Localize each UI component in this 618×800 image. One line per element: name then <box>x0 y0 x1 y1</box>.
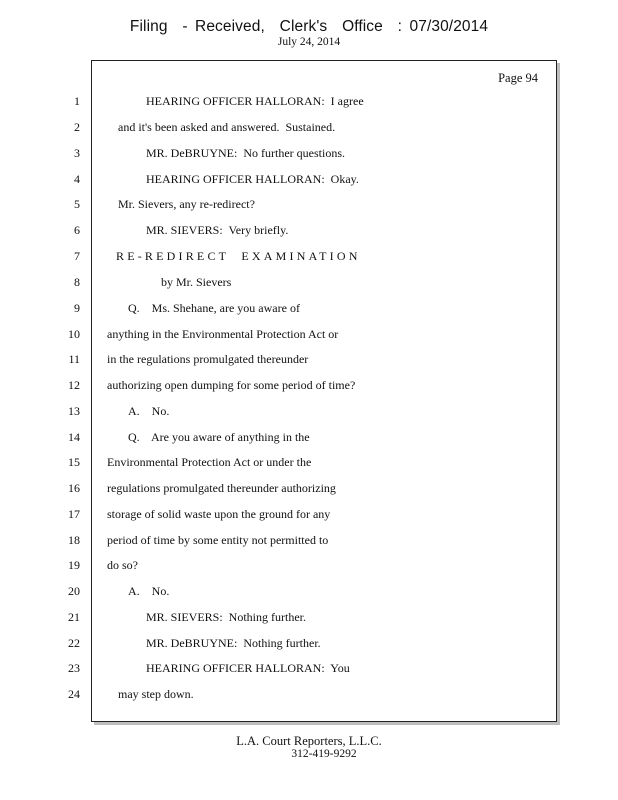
transcript-line: HEARING OFFICER HALLORAN: You <box>146 661 350 675</box>
transcript-line: A. No. <box>128 404 170 418</box>
line-number: 1 <box>74 94 80 108</box>
transcript-line: do so? <box>107 558 138 572</box>
line-number: 12 <box>68 378 80 392</box>
transcript-line: Q. Ms. Shehane, are you aware of <box>128 301 300 315</box>
transcript-line: HEARING OFFICER HALLORAN: Okay. <box>146 172 359 186</box>
transcript-line: Environmental Protection Act or under the <box>107 455 312 469</box>
page-number: Page 94 <box>498 71 538 85</box>
line-number: 6 <box>74 223 80 237</box>
transcript-line: MR. DeBRUYNE: Nothing further. <box>146 636 321 650</box>
line-number: 23 <box>68 661 80 675</box>
filing-stamp: Filing - Received, Clerk's Office : 07/30/2014 <box>129 18 489 35</box>
transcript-line: period of time by some entity not permitted to <box>107 533 329 547</box>
line-number: 4 <box>74 172 80 186</box>
section-heading: RE-REDIRECT EXAMINATION <box>116 249 361 263</box>
transcript-line: authorizing open dumping for some period of time? <box>107 378 356 392</box>
transcript-line: may step down. <box>118 687 194 701</box>
line-number: 16 <box>68 481 80 495</box>
line-number: 7 <box>74 249 80 263</box>
transcript-line: Mr. Sievers, any re-redirect? <box>118 197 255 211</box>
line-number: 22 <box>68 636 80 650</box>
transcript-line: MR. DeBRUYNE: No further questions. <box>146 146 345 160</box>
transcript-line: regulations promulgated thereunder authorizing <box>107 481 336 495</box>
transcript-line: A. No. <box>128 584 170 598</box>
line-number: 18 <box>68 533 80 547</box>
transcript-line: storage of solid waste upon the ground for any <box>107 507 331 521</box>
transcript-line: by Mr. Sievers <box>161 275 232 289</box>
filing-date: July 24, 2014 <box>277 36 341 48</box>
line-number: 20 <box>68 584 80 598</box>
line-number: 10 <box>68 327 80 341</box>
line-number: 9 <box>74 301 80 315</box>
line-number: 13 <box>68 404 80 418</box>
line-number: 2 <box>74 120 80 134</box>
line-number: 24 <box>68 687 80 701</box>
transcript-line: anything in the Environmental Protection Act or <box>107 327 339 341</box>
line-number: 8 <box>74 275 80 289</box>
line-number: 15 <box>68 455 80 469</box>
transcript-line: in the regulations promulgated thereunder <box>107 352 309 366</box>
line-number: 11 <box>68 352 80 366</box>
transcript-line: HEARING OFFICER HALLORAN: I agree <box>146 94 364 108</box>
line-number: 14 <box>68 430 80 444</box>
line-number: 5 <box>74 197 80 211</box>
line-number: 19 <box>68 558 80 572</box>
line-number: 21 <box>68 610 80 624</box>
transcript-line: MR. SIEVERS: Very briefly. <box>146 223 289 237</box>
reporter-company: L.A. Court Reporters, L.L.C. <box>236 734 382 748</box>
transcript-line: and it's been asked and answered. Sustained. <box>118 120 336 134</box>
line-number: 3 <box>74 146 80 160</box>
transcript-line: MR. SIEVERS: Nothing further. <box>146 610 307 624</box>
transcript-line: Q. Are you aware of anything in the <box>128 430 310 444</box>
line-number: 17 <box>68 507 80 521</box>
reporter-phone: 312-419-9292 <box>291 748 357 760</box>
